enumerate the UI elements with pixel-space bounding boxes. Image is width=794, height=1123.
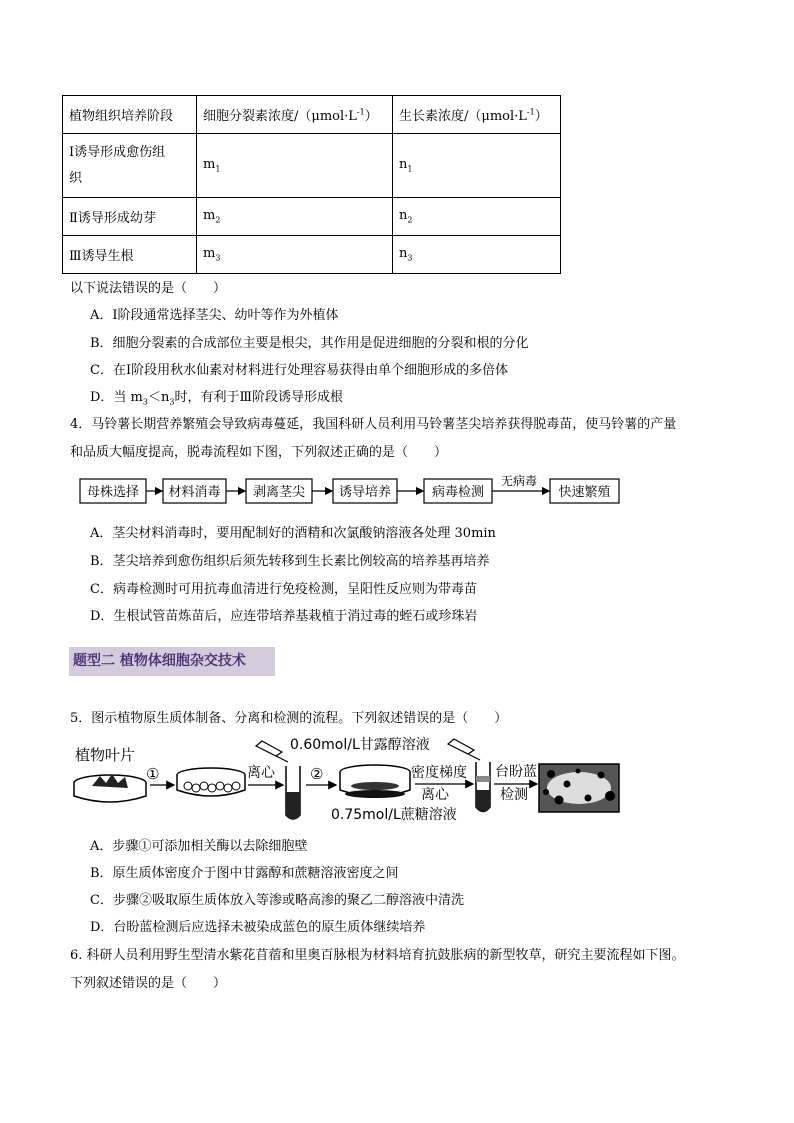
cell-layer xyxy=(351,782,399,790)
q4-option-b: B．茎尖培养到愈伤组织后须先转移到生长素比例较高的培养基再培养 xyxy=(90,554,490,569)
culture-stage-table xyxy=(62,95,561,274)
header-text: 生长素浓度/（μmol·L xyxy=(399,109,527,124)
mannitol-label: 0.60mol/L甘露醇溶液 xyxy=(290,737,430,753)
tube-bottom xyxy=(476,790,490,812)
flow-label: 快速繁殖 xyxy=(558,485,611,500)
cell-var: m xyxy=(203,246,216,262)
section-heading: 题型二 植物体细胞杂交技术 xyxy=(69,647,275,676)
tube-pellet xyxy=(286,792,300,819)
q4-stem-line1: 4．马铃薯长期营养繁殖会导致病毒蔓延，我国科研人员利用马铃薯茎尖培养获得脱毒苗，使马铃薯的产量 xyxy=(70,417,677,432)
protoplast-diagram xyxy=(70,730,630,825)
table-cell xyxy=(197,134,393,198)
header-sup: -1 xyxy=(356,107,365,117)
centrifuge-label: 离心 xyxy=(421,787,449,803)
table-cell-stage: Ⅲ诱导生根 xyxy=(63,236,197,274)
table-header-row xyxy=(63,96,561,134)
table-row xyxy=(63,198,561,236)
sucrose-label: 0.75mol/L蔗糖溶液 xyxy=(331,807,457,823)
q4-stem-line2: 和品质大幅度提高，脱毒流程如下图，下列叙述正确的是（ ） xyxy=(70,445,448,460)
leaf-label: 植物叶片 xyxy=(75,746,136,764)
table-header xyxy=(393,96,561,134)
q3-stem: 以下说法错误的是（ ） xyxy=(70,281,227,296)
q5-stem: 5．图示植物原生质体制备、分离和检测的流程。下列叙述错误的是（ ） xyxy=(70,711,508,726)
cell-sub: 2 xyxy=(215,215,221,225)
flow-label: 母株选择 xyxy=(86,485,140,500)
q4-option-a: A．茎尖材料消毒时，要用配制好的酒精和次氯酸钠溶液各处理 30min xyxy=(90,526,496,541)
table-cell xyxy=(393,134,561,198)
stage-line: 织 xyxy=(69,170,83,186)
header-sup: -1 xyxy=(526,107,535,117)
q4-option-d: D．生根试管苗炼苗后，应连带培养基栽植于消过毒的蛭石或珍珠岩 xyxy=(90,609,478,624)
sucrose-layer xyxy=(345,790,405,798)
opt-sub: 3 xyxy=(142,397,148,407)
table-header: 植物组织培养阶段 xyxy=(63,96,197,134)
q5-option-a: A．步骤①可添加相关酶以去除细胞壁 xyxy=(90,839,308,854)
table-row xyxy=(63,236,561,274)
q4-option-c: C．病毒检测时可用抗毒血清进行免疫检测，呈阳性反应则为带毒苗 xyxy=(90,582,477,597)
q5-option-d: D．台盼蓝检测后应选择未被染成蓝色的原生质体继续培养 xyxy=(90,920,426,935)
cell-var: n xyxy=(399,157,408,173)
q5-option-c: C．步骤②吸取原生质体放入等渗或略高渗的聚乙二醇溶液中清洗 xyxy=(90,893,464,908)
flow-label: 病毒检测 xyxy=(431,485,485,500)
cell-var: m xyxy=(203,157,216,173)
table-cell-stage: Ⅱ诱导形成幼芽 xyxy=(63,198,197,236)
flow-label: 剥离茎尖 xyxy=(252,485,306,500)
opt-sub: 3 xyxy=(169,397,175,407)
cell-var: n xyxy=(399,246,408,262)
table-header xyxy=(197,96,393,134)
pipette xyxy=(448,739,474,754)
gradient-label: 密度梯度 xyxy=(411,765,467,781)
tube-band xyxy=(476,776,490,782)
cell-sub: 1 xyxy=(407,164,413,174)
cell-sub: 3 xyxy=(215,253,221,263)
flow-arrow-label: 无病毒 xyxy=(500,474,538,488)
table-cell xyxy=(393,198,561,236)
q3-option-b: B．细胞分裂素的合成部位主要是根尖，其作用是促进细胞的分裂和根的分化 xyxy=(90,336,529,351)
cell-sub: 3 xyxy=(407,253,413,263)
q3-option-c: C．在Ⅰ阶段用秋水仙素对材料进行处理容易获得由单个细胞形成的多倍体 xyxy=(90,363,509,378)
table-row xyxy=(63,134,561,198)
q3-option-d xyxy=(90,386,343,407)
q6-stem-line2: 下列叙述错误的是（ ） xyxy=(70,976,227,991)
opt-text: D．当 m xyxy=(90,390,143,405)
table-cell xyxy=(393,236,561,274)
table-cell-stage xyxy=(63,134,197,198)
q5-option-b: B．原生质体密度介于图中甘露醇和蔗糖溶液密度之间 xyxy=(90,866,399,881)
stage-line: Ⅰ诱导形成愈伤组 xyxy=(69,144,166,160)
flow-label: 材料消毒 xyxy=(168,485,221,500)
q6-stem-line1: 6. 科研人员利用野生型清水紫花苜蓿和里奥百脉根为材料培育抗鼓胀病的新型牧草，研究主要流程如下图。 xyxy=(70,948,685,963)
detect-label: 检测 xyxy=(500,787,528,803)
header-close: ） xyxy=(534,109,548,124)
cell-sub: 2 xyxy=(407,215,413,225)
cell-var: m xyxy=(203,208,216,224)
cell-var: n xyxy=(399,208,408,224)
step-1-marker: ① xyxy=(146,765,160,783)
table-cell xyxy=(197,198,393,236)
pipette xyxy=(256,741,282,756)
trypan-label: 台盼蓝 xyxy=(495,764,537,780)
step-2-marker: ② xyxy=(310,765,324,783)
virus-free-flowchart xyxy=(70,470,630,510)
table-cell xyxy=(197,236,393,274)
opt-text: 时，有利于Ⅲ阶段诱导形成根 xyxy=(174,390,343,405)
centrifuge-label: 离心 xyxy=(247,765,275,781)
pipette-tip xyxy=(468,754,480,760)
opt-text: ＜n xyxy=(147,390,170,405)
flow-label: 诱导培养 xyxy=(338,485,392,500)
header-close: ） xyxy=(364,109,378,124)
q3-option-a: A．Ⅰ阶段通常选择茎尖、幼叶等作为外植体 xyxy=(90,308,339,323)
cell-sub: 1 xyxy=(215,164,221,174)
pipette-tip xyxy=(276,756,288,762)
header-text: 细胞分裂素浓度/（μmol·L xyxy=(203,109,357,124)
